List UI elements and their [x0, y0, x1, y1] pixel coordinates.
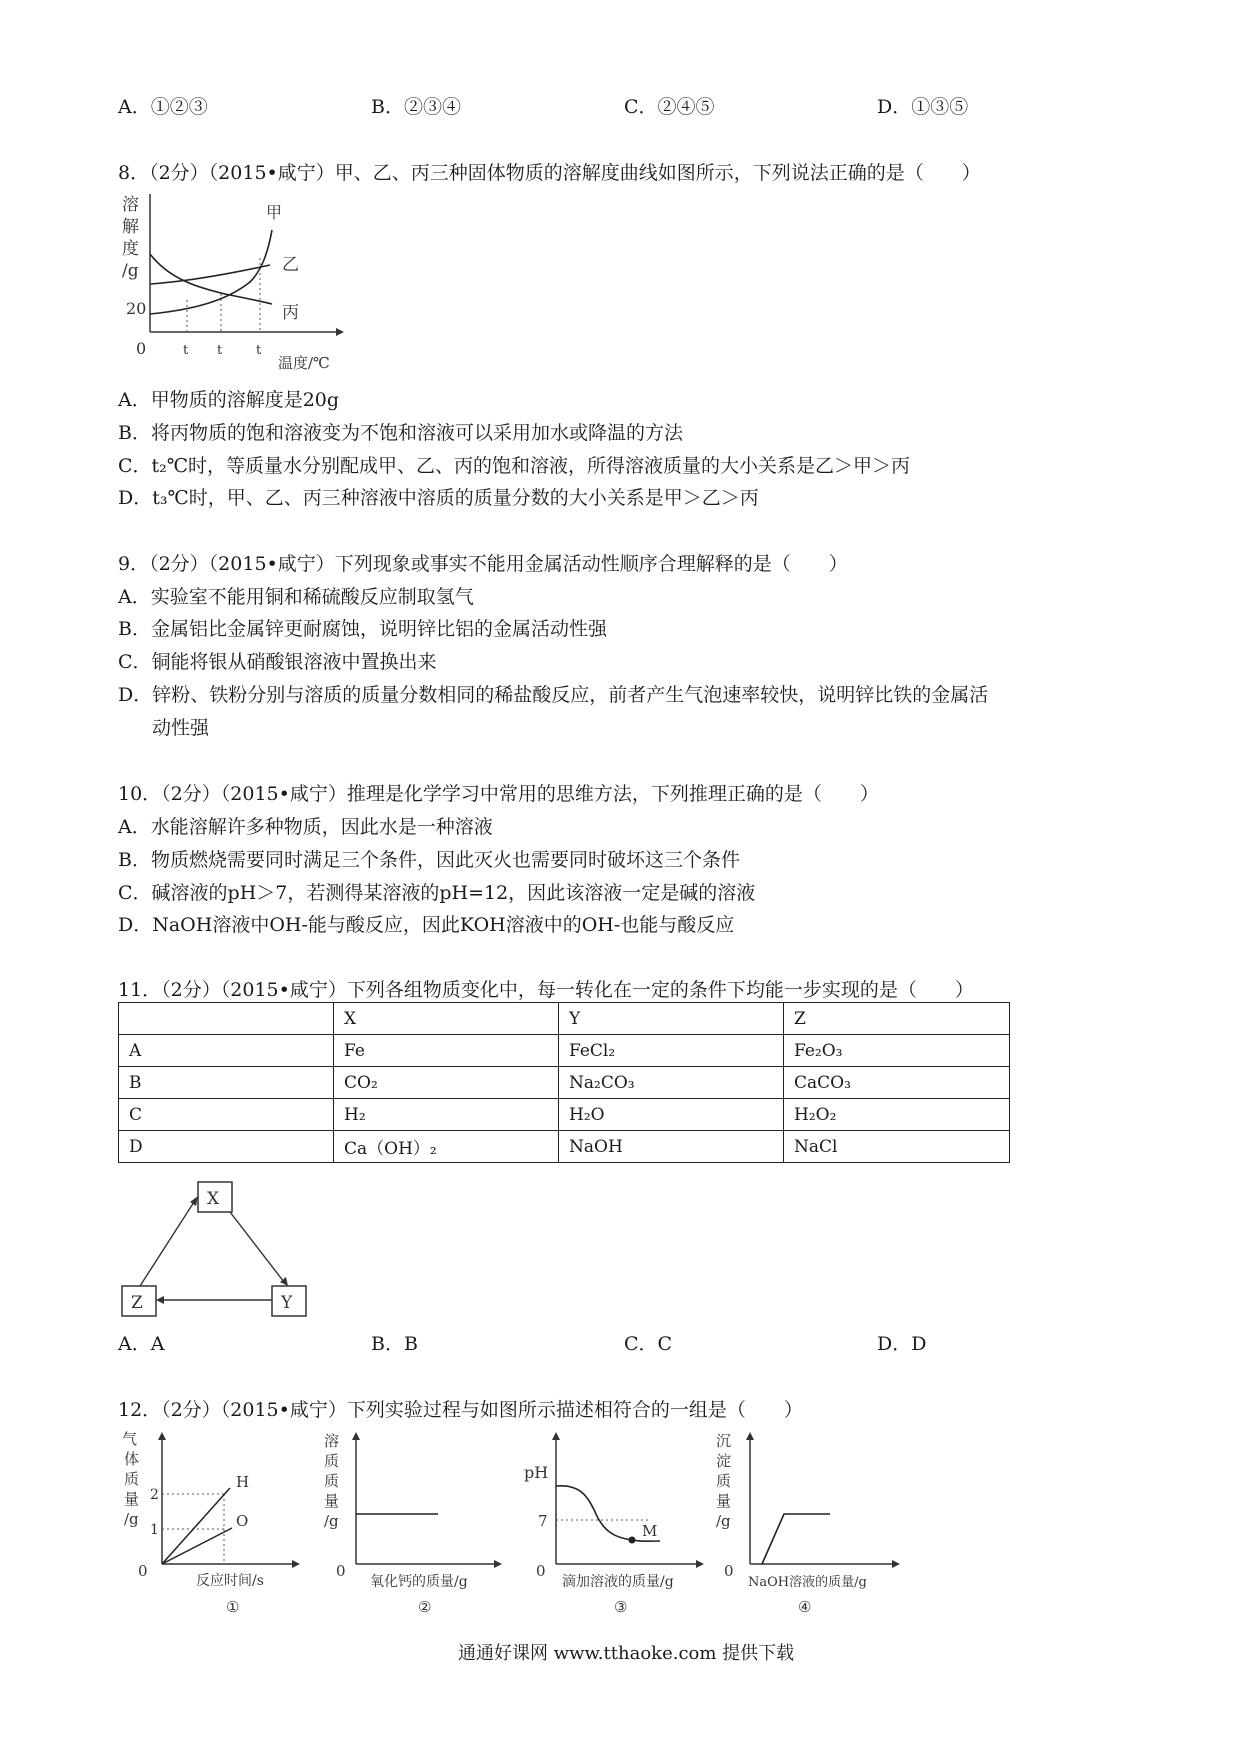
q12-g2-origin: 0 — [336, 1562, 346, 1580]
q12-g3-y-arrow — [552, 1432, 560, 1440]
table-cell: C — [119, 1099, 334, 1131]
q8-xtick-t2: t — [217, 343, 223, 358]
q8-xtick-t1: t — [183, 343, 189, 358]
table-cell: Ca（OH）₂ — [334, 1131, 559, 1163]
q11-stem: 11．（2分）（2015•咸宁）下列各组物质变化中，每一转化在一定的条件下均能一步实现的是（ ） — [118, 979, 974, 1001]
table-cell: Na₂CO₃ — [559, 1067, 784, 1099]
q12-g2-number: ② — [418, 1598, 432, 1616]
q12-g4-origin: 0 — [724, 1562, 734, 1580]
q8-x-label: 温度/℃ — [278, 354, 330, 372]
q10-stem: 10．（2分）（2015•咸宁）推理是化学学习中常用的思维方法，下列推理正确的是（ ） — [118, 783, 879, 805]
page-footer: 通通好课网 www.tthaoke.com 提供下载 — [458, 1643, 795, 1664]
q12-g2-ylabel-char: 溶 — [324, 1432, 340, 1450]
q9-option-b: B．金属铝比金属锌更耐腐蚀，说明锌比铝的金属活动性强 — [118, 618, 607, 640]
q12-g1-tick-1: 1 — [150, 1522, 159, 1538]
table-cell: CaCO₃ — [784, 1067, 1010, 1099]
q8-curve-yi — [150, 265, 270, 284]
q8-ylabel-char: 度 — [122, 239, 139, 259]
q8-ylabel-char: /g — [122, 261, 139, 281]
q8-label-jia: 甲 — [266, 203, 283, 222]
table-header-cell — [119, 1003, 334, 1035]
q11-arrowhead-y-z — [156, 1296, 164, 1304]
q8-option-d: D．t₃℃时，甲、乙、丙三种溶液中溶质的质量分数的大小关系是甲＞乙＞丙 — [118, 487, 759, 509]
table-cell: NaOH — [559, 1131, 784, 1163]
q12-g2-ylabel-char: /g — [324, 1512, 339, 1530]
q12-g2-ylabel-char: 量 — [324, 1492, 340, 1510]
q12-g4-number: ④ — [798, 1598, 812, 1616]
q12-g3-tick-7: 7 — [538, 1512, 548, 1530]
q8-solubility-figure — [110, 192, 360, 380]
q12-g3-point-m — [629, 1537, 636, 1544]
q12-g4-x-arrow — [892, 1560, 900, 1568]
q12-graph-3 — [520, 1430, 720, 1620]
table-row — [119, 1067, 1010, 1099]
q12-g4-y-arrow — [746, 1432, 754, 1440]
q12-g1-x-arrow — [292, 1560, 300, 1568]
q11-arrow-x-y — [230, 1212, 284, 1282]
q8-option-c: C．t₂℃时，等质量水分别配成甲、乙、丙的饱和溶液，所得溶液质量的大小关系是乙＞甲＞丙 — [118, 455, 911, 477]
q11-option-c: C．C — [624, 1333, 673, 1355]
q11-table — [118, 1002, 1010, 1163]
q10-option-b: B．物质燃烧需要同时满足三个条件，因此灭火也需要同时破坏这三个条件 — [118, 849, 740, 871]
q12-graph-4 — [700, 1430, 920, 1620]
q8-option-a: A．甲物质的溶解度是20g — [118, 389, 340, 411]
q12-g4-ylabel-char: 沉 — [716, 1432, 732, 1450]
table-header-cell: X — [334, 1003, 559, 1035]
q10-option-a: A．水能溶解许多种物质，因此水是一种溶液 — [118, 816, 493, 838]
q12-g3-ylabel: pH — [524, 1463, 549, 1482]
q8-label-yi: 乙 — [282, 255, 299, 275]
q8-x-axis-arrow — [336, 328, 344, 336]
q8-xtick-t3: t — [256, 343, 262, 358]
q12-g3-x-label: 滴加溶液的质量/g — [562, 1574, 674, 1590]
q11-arrowhead-z-x — [190, 1196, 198, 1206]
q12-g1-line-h — [162, 1488, 230, 1564]
q12-g1-x-label: 反应时间/s — [196, 1573, 264, 1589]
q12-g1-origin: 0 — [138, 1562, 148, 1580]
q12-g1-ylabel-char: /g — [124, 1510, 139, 1528]
q12-g1-tick-2: 2 — [150, 1487, 159, 1503]
table-cell: Fe₂O₃ — [784, 1035, 1010, 1067]
q12-g3-number: ③ — [614, 1598, 628, 1616]
q12-g1-label-o: O — [236, 1512, 249, 1530]
q8-stem: 8．（2分）（2015•咸宁）甲、乙、丙三种固体物质的溶解度曲线如图所示，下列说法正确的是（ ） — [118, 162, 981, 184]
q12-graph-1 — [120, 1430, 310, 1620]
q12-g4-ylabel-char: 质 — [716, 1472, 732, 1490]
q8-ylabel-char: 溶 — [122, 195, 139, 215]
table-cell: Fe — [334, 1035, 559, 1067]
q12-g1-ylabel-char: 质 — [124, 1470, 140, 1488]
table-cell: FeCl₂ — [559, 1035, 784, 1067]
table-header-row — [119, 1003, 1010, 1035]
q11-option-a: A．A — [118, 1333, 165, 1355]
table-cell: NaCl — [784, 1131, 1010, 1163]
q9-stem: 9．（2分）（2015•咸宁）下列现象或事实不能用金属活动性顺序合理解释的是（ ） — [118, 553, 848, 575]
q10-option-d: D．NaOH溶液中OH-能与酸反应，因此KOH溶液中的OH-也能与酸反应 — [118, 914, 735, 936]
q7-option-c: C．②④⑤ — [624, 96, 715, 118]
q12-g1-ylabel-char: 体 — [124, 1450, 140, 1468]
q8-option-b: B．将丙物质的饱和溶液变为不饱和溶液可以采用加水或降温的方法 — [118, 422, 683, 444]
table-cell: CO₂ — [334, 1067, 559, 1099]
q12-g1-y-arrow — [158, 1432, 166, 1440]
q12-g1-line-o — [162, 1528, 232, 1564]
table-cell: H₂ — [334, 1099, 559, 1131]
q7-option-d: D．①③⑤ — [877, 96, 969, 118]
table-cell: H₂O — [559, 1099, 784, 1131]
q12-g2-ylabel-char: 质 — [324, 1472, 340, 1490]
q9-option-d-continued: 动性强 — [152, 717, 210, 739]
q9-option-d: D．锌粉、铁粉分别与溶质的质量分数相同的稀盐酸反应，前者产生气泡速率较快，说明锌比铁的金属活 — [118, 684, 989, 706]
q12-g2-x-label: 氧化钙的质量/g — [370, 1574, 468, 1590]
q11-box-x-label: X — [207, 1189, 220, 1209]
q12-g4-x-label: NaOH溶液的质量/g — [748, 1575, 867, 1590]
q12-g2-x-arrow — [494, 1560, 502, 1568]
q12-g1-ylabel-char: 量 — [124, 1490, 140, 1508]
q11-box-y-label: Y — [281, 1293, 293, 1313]
q11-box-z-label: Z — [131, 1293, 143, 1313]
q12-g2-y-arrow — [352, 1432, 360, 1440]
q11-transformation-diagram — [118, 1178, 318, 1320]
q12-g3-origin: 0 — [536, 1562, 546, 1580]
q9-option-c: C．铜能将银从硝酸银溶液中置换出来 — [118, 651, 437, 673]
q7-option-b: B．②③④ — [371, 96, 461, 118]
q9-option-a: A．实验室不能用铜和稀硫酸反应制取氢气 — [118, 586, 474, 608]
q12-g1-label-h: H — [236, 1473, 250, 1491]
q12-g4-line — [762, 1514, 830, 1564]
table-cell: B — [119, 1067, 334, 1099]
q12-g2-ylabel-char: 质 — [324, 1452, 340, 1470]
table-row — [119, 1035, 1010, 1067]
q8-label-bing: 丙 — [282, 303, 299, 323]
table-cell: A — [119, 1035, 334, 1067]
q8-ylabel-char: 解 — [122, 217, 139, 237]
q10-option-c: C．碱溶液的pH＞7，若测得某溶液的pH=12，因此该溶液一定是碱的溶液 — [118, 882, 756, 904]
q12-stem: 12．（2分）（2015•咸宁）下列实验过程与如图所示描述相符合的一组是（ ） — [118, 1399, 803, 1421]
q12-g4-ylabel-char: /g — [716, 1512, 731, 1530]
q11-arrow-z-x — [140, 1202, 194, 1286]
table-header-cell: Y — [559, 1003, 784, 1035]
q12-g4-ylabel-char: 淀 — [716, 1452, 732, 1470]
table-cell: H₂O₂ — [784, 1099, 1010, 1131]
q8-origin: 0 — [136, 339, 147, 358]
table-cell: D — [119, 1131, 334, 1163]
q12-graph-2 — [320, 1430, 510, 1620]
q11-option-d: D．D — [877, 1333, 927, 1355]
table-row — [119, 1099, 1010, 1131]
table-header-cell: Z — [784, 1003, 1010, 1035]
q7-option-a: A．①②③ — [118, 96, 208, 118]
q12-g3-label-m: M — [642, 1522, 658, 1540]
q12-g1-number: ① — [226, 1598, 240, 1616]
q12-g1-ylabel-char: 气 — [122, 1430, 138, 1448]
table-row — [119, 1131, 1010, 1163]
q12-g4-ylabel-char: 量 — [716, 1492, 732, 1510]
q11-option-b: B．B — [371, 1333, 418, 1355]
q8-tick-20: 20 — [126, 299, 147, 318]
